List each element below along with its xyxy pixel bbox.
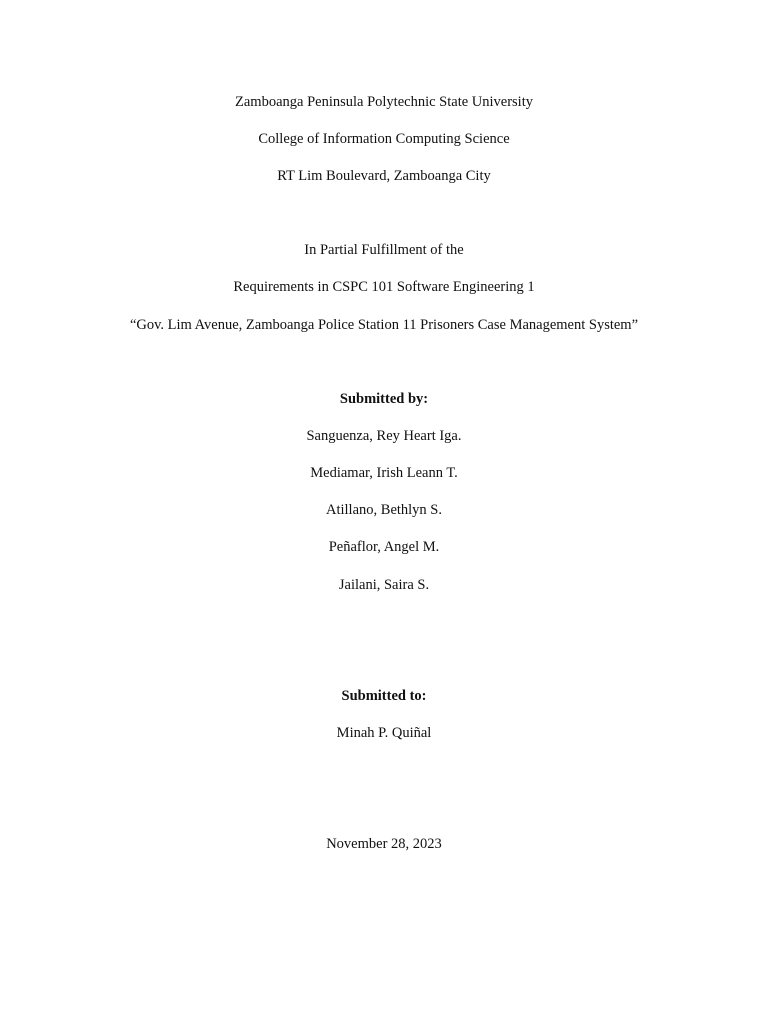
fulfillment-line-2: Requirements in CSPC 101 Software Engineering 1 xyxy=(233,279,535,295)
submission-date: November 28, 2023 xyxy=(326,836,442,852)
submitter-name: Atillano, Bethlyn S. xyxy=(326,502,442,518)
submitter-name: Peñaflor, Angel M. xyxy=(328,539,440,555)
submitted-to-heading: Submitted to: xyxy=(341,688,427,704)
university-name: Zamboanga Peninsula Polytechnic State University xyxy=(235,94,533,110)
college-name: College of Information Computing Science xyxy=(258,131,510,147)
recipient-name: Minah P. Quiñal xyxy=(336,725,432,741)
fulfillment-line-1: In Partial Fulfillment of the xyxy=(304,242,464,258)
submitter-name: Mediamar, Irish Leann T. xyxy=(310,465,458,481)
project-title: “Gov. Lim Avenue, Zamboanga Police Station 11 Prisoners Case Management System” xyxy=(129,317,639,333)
university-address: RT Lim Boulevard, Zamboanga City xyxy=(277,168,491,184)
submitter-name: Sanguenza, Rey Heart Iga. xyxy=(306,428,462,444)
submitted-by-heading: Submitted by: xyxy=(339,391,429,407)
submitter-name: Jailani, Saira S. xyxy=(338,577,430,593)
